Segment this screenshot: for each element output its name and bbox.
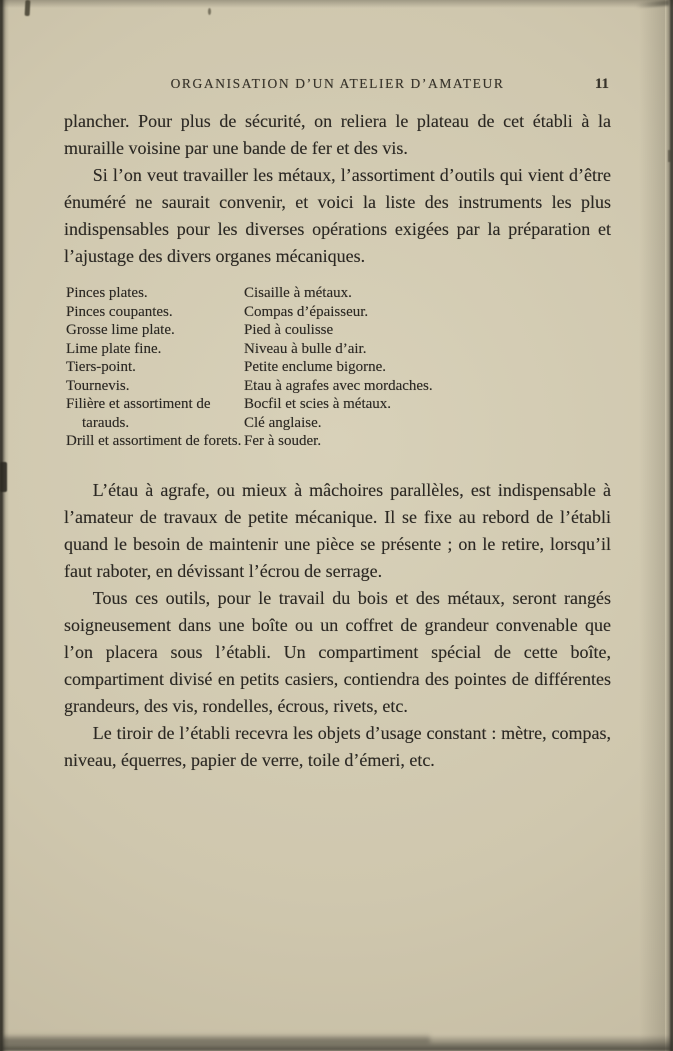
page-number: 11 bbox=[594, 76, 609, 92]
tool-item: Fer à souder. bbox=[244, 433, 322, 449]
paragraph-continuation: plancher. Pour plus de sécurité, on reliera le plateau de cet établi à la muraille voisine par une bande de fer et des vis. bbox=[64, 111, 611, 158]
scan-edge-bottom bbox=[0, 1035, 673, 1051]
tool-item: Tournevis. bbox=[66, 377, 130, 394]
tool-item: Niveau à bulle d’air. bbox=[244, 340, 367, 357]
tool-list-left-column bbox=[66, 284, 244, 451]
tool-item: Tiers-point. bbox=[66, 359, 136, 375]
tool-list bbox=[66, 284, 611, 451]
paragraph-tiroir: Le tiroir de l’établi recevra les objets d’usage constant : mètre, compas, niveau, équerres, papier de verre, toile d’émeri, etc. bbox=[64, 722, 611, 770]
tool-item: Filière et assortiment de tarauds. bbox=[66, 396, 211, 431]
running-title: ORGANISATION D’UN ATELIER D’AMATEUR bbox=[170, 76, 505, 91]
tool-item: Pinces plates. bbox=[66, 285, 148, 301]
tool-item: Pied à coulisse bbox=[244, 322, 334, 338]
paragraph-rangement: Tous ces outils, pour le travail du bois et des métaux, seront rangés soigneusement dans une boîte ou un coffret de grandeur convenable que l’on placera sous l’établi. Un compartiment spécial de cette boîte, compartiment divisé en petits casiers, contiendra des pointes de différentes grandeurs, des vis, rondelles, écrous, rivets, etc. bbox=[64, 587, 611, 716]
scan-bottom-smudge bbox=[0, 1033, 430, 1043]
tool-item: Cisaille à métaux. bbox=[244, 285, 352, 301]
tool-list-right-column bbox=[244, 284, 611, 451]
tool-item: Pinces coupantes. bbox=[66, 303, 173, 320]
tool-item: Petite enclume bigorne. bbox=[244, 359, 387, 375]
tool-item: Grosse lime plate. bbox=[66, 322, 175, 338]
tool-item: Etau à agrafes avec mordaches. bbox=[244, 377, 433, 394]
running-head bbox=[64, 76, 611, 92]
paragraph-etau: L’étau à agrafe, ou mieux à mâchoires parallèles, est indispensable à l’amateur de travaux de petite mécanique. Il se fixe au rebord de l’établi quand le besoin de maintenir une pièce se présente ; on le retire, lorsqu’il faut raboter, en dévissant l’écrou de serrage. bbox=[64, 479, 611, 581]
tool-item: Lime plate fine. bbox=[66, 340, 162, 357]
paragraph-intro-tools: Si l’on veut travailler les métaux, l’assortiment d’outils qui vient d’être énuméré ne saurait convenir, et voici la liste des instruments les plus indispensables pour les diverses opérations exigées par la préparation et l’ajustage des divers organes mécaniques. bbox=[64, 165, 611, 266]
tool-item: Bocfil et scies à métaux. bbox=[244, 396, 392, 412]
tool-item: Drill et assortiment de forets. bbox=[66, 433, 242, 449]
tool-item: Clé anglaise. bbox=[244, 414, 322, 431]
tool-item: Compas d’épaisseur. bbox=[244, 303, 369, 320]
